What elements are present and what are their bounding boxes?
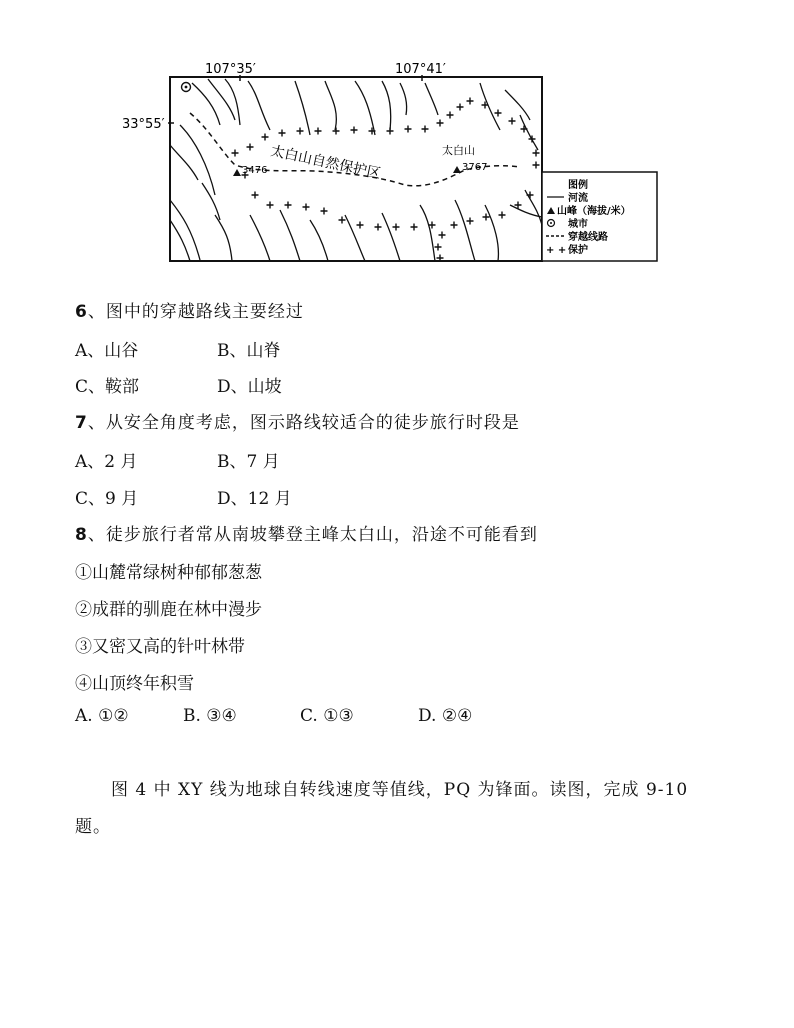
q7-option-a: A、2 月 [75,452,138,472]
q7-option-c: C、9 月 [75,489,139,509]
boundary-cross [467,98,474,105]
longitude-label-left: 107°35′ [205,62,256,77]
q6-option-a: A、山谷 [75,341,139,361]
boundary-cross [297,128,304,135]
boundary-cross [279,130,286,137]
boundary-cross [232,150,239,157]
intro-9-10 [75,772,725,846]
intro-text: 图 4 中 XY 线为地球自转线速度等值线，PQ 为锋面。读图，完成 9-10 题。 [75,780,689,837]
q6-option-c: C、鞍部 [75,377,140,397]
boundary-cross [262,134,269,141]
boundary-cross [333,128,340,135]
boundary-cross [422,126,429,133]
boundary-cross [457,104,464,111]
q8-option-b: B. ③④ [183,706,237,726]
q8-stem-text: 、徒步旅行者常从南坡攀登主峰太白山，沿途不可能看到 [87,525,538,545]
q8-item-2: ②成群的驯鹿在林中漫步 [75,600,262,620]
latitude-label: 33°55′ [122,117,165,132]
peak-3476-label: 3476 [242,165,268,176]
boundary-cross [315,128,322,135]
legend-title: 图例 [568,180,588,191]
taibai-map [120,55,660,270]
boundary-cross [393,224,400,231]
peak-taibai-name: 太白山 [442,144,475,157]
q8-option-a: A. ①② [75,706,129,726]
q7-option-b: B、7 月 [217,452,280,472]
boundary-cross [533,162,540,169]
boundary-cross [437,120,444,127]
q7-number: 7 [75,413,88,433]
q7-stem-text: 、从安全角度考虑，图示路线较适合的徒步旅行时段是 [87,413,520,433]
longitude-label-right: 107°41′ [395,62,446,77]
q6-stem-text: 、图中的穿越路线主要经过 [87,302,304,322]
legend-route: 穿越线路 [568,232,608,243]
boundary-cross [467,218,474,225]
boundary-cross [339,217,346,224]
boundary-cross [303,204,310,211]
peak-3476-icon [233,169,241,176]
boundary-cross [321,208,328,215]
q8-number: 8 [75,525,88,545]
q8-item-1: ①山麓常绿树种郁郁葱葱 [75,563,262,583]
boundary-cross [247,144,254,151]
boundary-cross [435,244,442,251]
boundary-cross [499,212,506,219]
boundary-cross [411,224,418,231]
peak-3767-label: 3767 [462,162,488,173]
boundary-cross [495,110,502,117]
boundary-cross [527,192,534,199]
q6-option-d: D、山坡 [217,377,282,397]
boundary-cross [483,214,490,221]
q8-option-d: D. ②④ [418,706,473,726]
peak-3767-icon [453,166,461,173]
legend-peak: 山峰（海拔/米） [557,206,631,217]
q7-stem [75,408,520,433]
legend-river: 河流 [568,193,588,204]
q6-stem [75,297,304,322]
legend-boundary-icon: + + [546,245,567,256]
q8-option-c: C. ①③ [300,706,354,726]
q8-item-3: ③又密又高的针叶林带 [75,637,245,657]
boundary-cross [533,150,540,157]
boundary-cross [439,232,446,239]
boundary-cross [351,127,358,134]
reserve-label: 太白山自然保护区 [269,143,383,183]
boundary-cross [252,192,259,199]
boundary-cross [285,202,292,209]
q8-item-4: ④山顶终年积雪 [75,674,194,694]
boundary-cross [521,126,528,133]
boundary-cross [509,118,516,125]
legend-city: 城市 [568,219,588,230]
legend-boundary: 保护 [568,245,588,256]
boundary-cross [357,222,364,229]
q8-stem [75,520,538,545]
boundary-cross [451,222,458,229]
q6-number: 6 [75,302,88,322]
city-icon [182,83,191,92]
boundary-cross [267,202,274,209]
q6-option-b: B、山脊 [217,341,281,361]
q7-option-d: D、12 月 [217,489,292,509]
boundary-cross [405,126,412,133]
boundary-cross [375,224,382,231]
boundary-cross [387,128,394,135]
boundary-cross [447,112,454,119]
